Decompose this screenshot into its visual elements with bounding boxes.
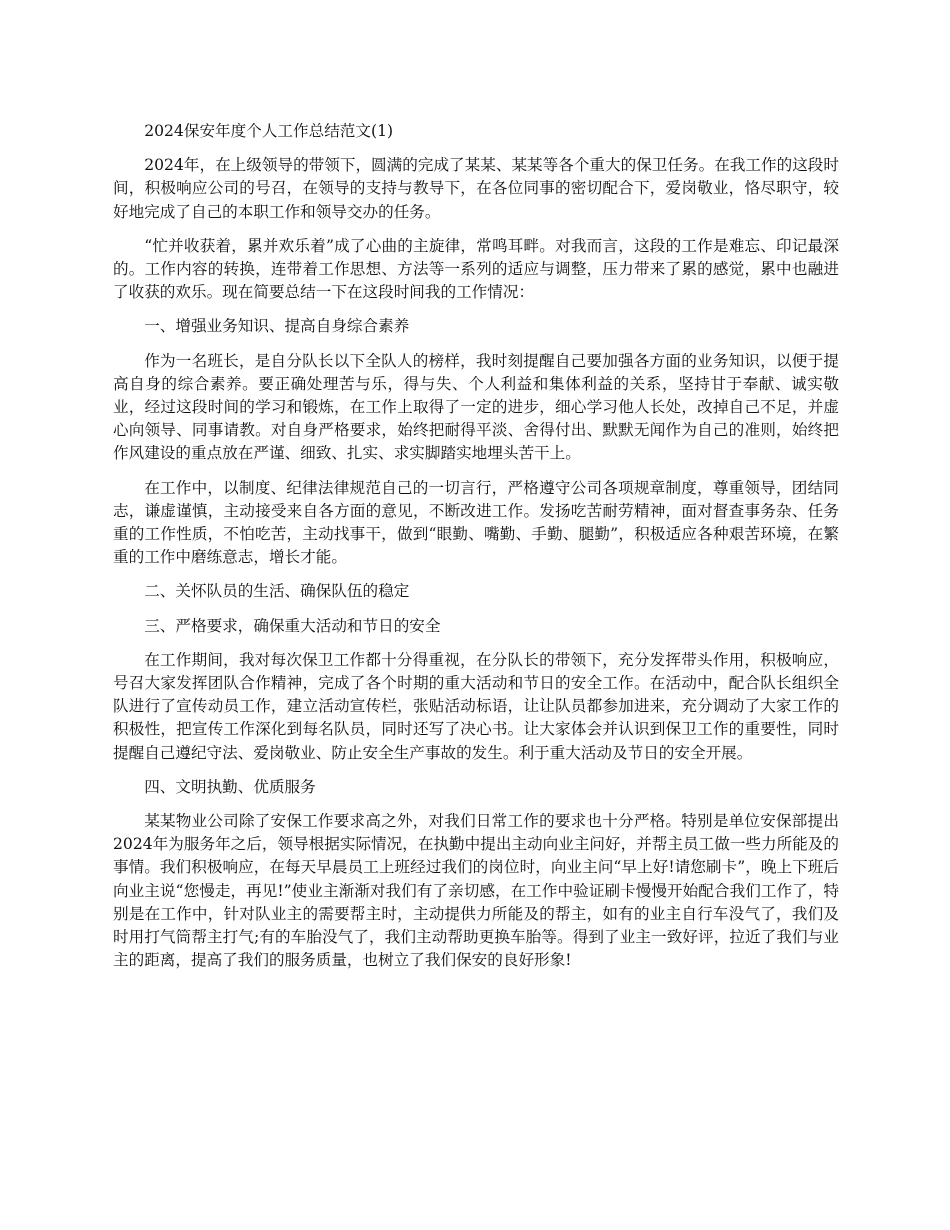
section-2-heading: 二、关怀队员的生活、确保队伍的稳定: [144, 582, 410, 601]
intro-paragraph-1: 2024年，在上级领导的带领下，圆满的完成了某某、某某等各个重大的保卫任务。在我工作的这段时间，积极响应公司的号召，在领导的支持与教导下，在各位同事的密切配合下，爱岗敬业，恪尽职守，较好地完成了自己的本职工作和领导交办的任务。: [113, 156, 839, 221]
section-1-paragraph-2: 在工作中，以制度、纪律法律规范自己的一切言行，严格遵守公司各项规章制度，尊重领导，团结同志，谦虚谨慎，主动接受来自各方面的意见，不断改进工作。发扬吃苦耐劳精神，面对督查事务杂、任务重的工作性质，不怕吃苦，主动找事干，做到“眼勤、嘴勤、手勤、腿勤”，积极适应各种艰苦环境，在繁重的工作中磨练意志，增长才能。: [113, 478, 839, 567]
section-1-paragraph-1: 作为一名班长，是自分队长以下全队人的榜样，我时刻提醒自己要加强各方面的业务知识，以便于提高自身的综合素养。要正确处理苦与乐，得与失、个人利益和集体利益的关系，坚持甘于奉献、诚实敬业，经过这段时间的学习和锻炼，在工作上取得了一定的进步，细心学习他人长处，改掉自己不足，并虚心向领导、同事请教。对自身严格要求，始终把耐得平淡、舍得付出、默默无闻作为自己的准则，始终把作风建设的重点放在严谨、细致、扎实、求实脚踏实地埋头苦干上。: [113, 351, 839, 463]
document-title: 2024保安年度个人工作总结范文(1): [144, 122, 394, 140]
section-4-paragraph-1: 某某物业公司除了安保工作要求高之外，对我们日常工作的要求也十分严格。特别是单位安保部提出2024年为服务年之后，领导根据实际情况，在执勤中提出主动向业主问好，并帮主员工做一些力所能及的事情。我们积极响应，在每天早晨员工上班经过我们的岗位时，向业主问“早上好!请您刷卡”，晚上下班后向业主说“您慢走，再见!”使业主渐渐对我们有了亲切感，在工作中验证刷卡慢慢开始配合我们工作了，特别是在工作中，针对队业主的需要帮主时，主动提供力所能及的帮主，如有的业主自行车没气了，我们及时用打气筒帮主打气;有的车胎没气了，我们主动帮助更换车胎等。得到了业主一致好评，拉近了我们与业主的距离，提高了我们的服务质量，也树立了我们保安的良好形象!: [113, 812, 839, 970]
section-4-heading: 四、文明执勤、优质服务: [144, 777, 316, 796]
section-3-heading: 三、严格要求，确保重大活动和节日的安全: [144, 616, 441, 635]
section-1-heading: 一、增强业务知识、提高自身综合素养: [144, 317, 410, 336]
document-page: [113, 120, 839, 984]
intro-paragraph-2: “忙并收获着，累并欢乐着”成了心曲的主旋律，常鸣耳畔。对我而言，这段的工作是难忘、印记最深的。工作内容的转换，连带着工作思想、方法等一系列的适应与调整，压力带来了累的感觉，累中也融进了收获的欢乐。现在简要总结一下在这段时间我的工作情况：: [113, 236, 839, 302]
section-3-paragraph-1: 在工作期间，我对每次保卫工作都十分得重视，在分队长的带领下，充分发挥带头作用，积极响应，号召大家发挥团队合作精神，完成了各个时期的重大活动和节日的安全工作。在活动中，配合队长组织全队进行了宣传动员工作，建立活动宣传栏，张贴活动标语，让让队员都参加进来，充分调动了大家工作的积极性，把宣传工作深化到每名队员，同时还写了决心书。让大家体会并认识到保卫工作的重要性，同时提醒自己遵纪守法、爱岗敬业、防止安全生产事故的发生。利于重大活动及节日的安全开展。: [113, 650, 839, 762]
